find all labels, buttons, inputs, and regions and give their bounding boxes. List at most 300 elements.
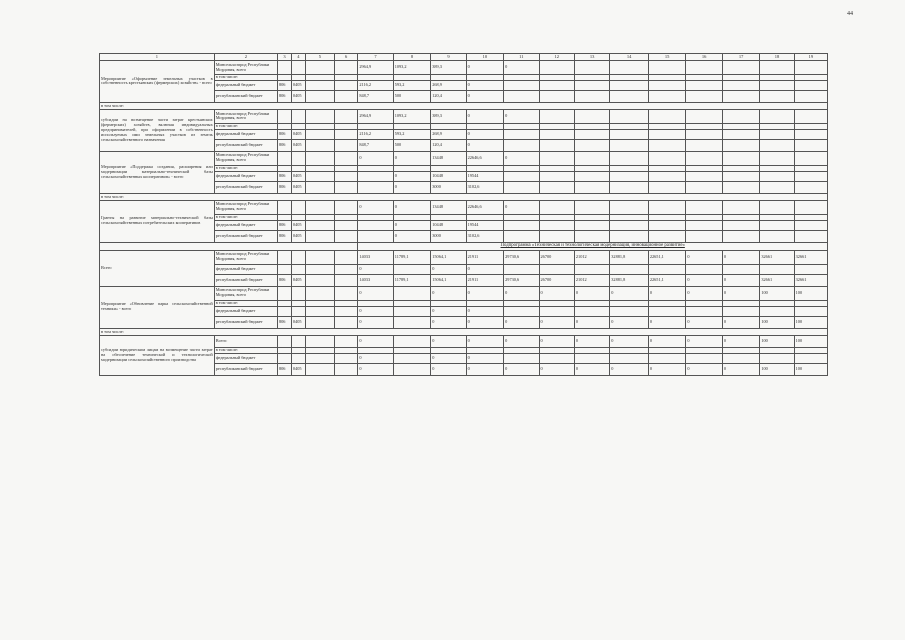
table-row — [100, 250, 828, 264]
value-cell — [539, 80, 574, 90]
value-cell: 500 — [393, 90, 431, 102]
value-cell — [722, 90, 760, 102]
value-cell: 0 — [393, 220, 431, 230]
value-cell: 0 — [431, 306, 466, 316]
value-cell — [305, 363, 334, 375]
section-row — [100, 102, 828, 109]
value-cell — [393, 363, 431, 375]
value-cell — [539, 230, 574, 242]
value-cell: 15064,1 — [431, 274, 466, 286]
value-cell — [610, 109, 649, 123]
value-cell — [334, 335, 358, 347]
value-cell — [334, 90, 358, 102]
value-cell — [722, 264, 760, 274]
value-cell: 3102,6 — [466, 230, 504, 242]
value-cell — [539, 264, 574, 274]
funding-source: федеральный бюджет — [214, 306, 277, 316]
value-cell: 32661 — [760, 274, 794, 286]
table-row — [100, 286, 828, 300]
value-cell — [305, 151, 334, 165]
including-label: в том числе: — [100, 193, 828, 200]
value-cell: 0 — [610, 316, 649, 328]
value-cell: 0 — [466, 335, 504, 347]
value-cell: 0 — [358, 306, 393, 316]
value-cell — [358, 181, 393, 193]
value-cell: 120,4 — [431, 90, 466, 102]
value-cell — [334, 286, 358, 300]
value-cell — [648, 139, 686, 151]
value-cell — [305, 109, 334, 123]
value-cell — [539, 200, 574, 214]
value-cell — [686, 181, 722, 193]
value-cell: 806 — [277, 139, 291, 151]
value-cell — [610, 306, 649, 316]
value-cell: 0 — [722, 335, 760, 347]
value-cell: 0 — [393, 151, 431, 165]
value-cell: 0 — [686, 335, 722, 347]
value-cell: 32881,8 — [610, 250, 649, 264]
value-cell: 19544 — [466, 171, 504, 181]
funding-source: в том числе: — [214, 75, 277, 81]
value-cell — [686, 90, 722, 102]
value-cell: 0 — [504, 286, 539, 300]
value-cell: 14033 — [358, 250, 393, 264]
value-cell — [574, 139, 609, 151]
value-cell — [794, 181, 827, 193]
value-cell: 0 — [466, 90, 504, 102]
value-cell: 0 — [722, 250, 760, 264]
value-cell — [648, 151, 686, 165]
value-cell — [760, 151, 794, 165]
value-cell — [305, 306, 334, 316]
value-cell: 0 — [466, 139, 504, 151]
value-cell: 0405 — [291, 129, 305, 139]
value-cell — [686, 80, 722, 90]
value-cell — [305, 250, 334, 264]
value-cell — [305, 286, 334, 300]
value-cell — [291, 264, 305, 274]
value-cell — [794, 61, 827, 75]
value-cell: 0 — [539, 335, 574, 347]
value-cell — [305, 220, 334, 230]
value-cell — [648, 129, 686, 139]
value-cell — [760, 181, 794, 193]
funding-source: Минсельхозпрод Республики Мордовия, всего — [214, 151, 277, 165]
value-cell: 593,2 — [393, 129, 431, 139]
value-cell — [393, 286, 431, 300]
value-cell: 11789,1 — [393, 274, 431, 286]
funding-source: в том числе: — [214, 347, 277, 353]
value-cell: 100 — [760, 363, 794, 375]
value-cell — [334, 109, 358, 123]
value-cell — [334, 306, 358, 316]
value-cell: 0 — [431, 353, 466, 363]
value-cell — [760, 200, 794, 214]
value-cell — [574, 90, 609, 102]
value-cell — [504, 230, 539, 242]
funding-source: в том числе: — [214, 300, 277, 306]
value-cell: 0 — [431, 335, 466, 347]
value-cell — [504, 129, 539, 139]
value-cell: 0 — [504, 109, 539, 123]
value-cell — [760, 61, 794, 75]
value-cell: 0 — [610, 335, 649, 347]
value-cell — [334, 80, 358, 90]
value-cell: 0 — [722, 274, 760, 286]
value-cell — [305, 335, 334, 347]
value-cell: 0 — [358, 335, 393, 347]
value-cell: 0 — [504, 335, 539, 347]
value-cell — [291, 109, 305, 123]
value-cell — [648, 264, 686, 274]
value-cell — [686, 200, 722, 214]
value-cell — [610, 353, 649, 363]
value-cell: 2116,2 — [358, 129, 393, 139]
funding-source: Минсельхозпрод Республики Мордовия, всего — [214, 250, 277, 264]
value-cell — [794, 171, 827, 181]
value-cell — [794, 306, 827, 316]
value-cell: 0405 — [291, 220, 305, 230]
value-cell: 100 — [794, 286, 827, 300]
value-cell: 0 — [574, 335, 609, 347]
value-cell: 100 — [794, 316, 827, 328]
measure-name: Мероприятие «Поддержка создания, расширения или модернизации материально-технической базы сельскохозяйственных кооперативов» - всего — [100, 151, 215, 193]
value-cell: 0 — [466, 129, 504, 139]
value-cell — [722, 230, 760, 242]
value-cell: 0 — [466, 109, 504, 123]
value-cell — [574, 181, 609, 193]
value-cell — [722, 171, 760, 181]
value-cell — [760, 90, 794, 102]
section-row — [100, 328, 828, 335]
value-cell — [291, 250, 305, 264]
value-cell: 22646,6 — [466, 151, 504, 165]
value-cell: 0405 — [291, 139, 305, 151]
value-cell: 0 — [466, 353, 504, 363]
value-cell: 32881,8 — [610, 274, 649, 286]
value-cell — [574, 230, 609, 242]
column-header: 3 — [277, 54, 291, 61]
value-cell: 806 — [277, 129, 291, 139]
value-cell — [574, 171, 609, 181]
funding-source: в том числе: — [214, 165, 277, 171]
value-cell: 806 — [277, 181, 291, 193]
value-cell: 100 — [794, 335, 827, 347]
value-cell — [610, 230, 649, 242]
value-cell: 389,3 — [431, 109, 466, 123]
value-cell: 0 — [722, 363, 760, 375]
funding-source: республиканский бюджет — [214, 316, 277, 328]
value-cell — [610, 139, 649, 151]
value-cell — [291, 151, 305, 165]
value-cell: 268,9 — [431, 129, 466, 139]
value-cell — [305, 61, 334, 75]
value-cell: 32661 — [794, 250, 827, 264]
value-cell — [334, 274, 358, 286]
value-cell — [648, 80, 686, 90]
funding-source: республиканский бюджет — [214, 230, 277, 242]
value-cell: 21012 — [574, 250, 609, 264]
value-cell — [539, 109, 574, 123]
value-cell — [574, 151, 609, 165]
value-cell — [794, 80, 827, 90]
value-cell — [305, 230, 334, 242]
column-header: 8 — [393, 54, 431, 61]
value-cell: 593,2 — [393, 80, 431, 90]
value-cell: 0405 — [291, 363, 305, 375]
header-row — [100, 54, 828, 61]
measure-name: Мероприятие «Обновление парка сельскохозяйственной техники» - всего — [100, 286, 215, 328]
value-cell: 0 — [466, 306, 504, 316]
column-header: 2 — [214, 54, 277, 61]
value-cell — [610, 80, 649, 90]
funding-source: в том числе: — [214, 214, 277, 220]
value-cell — [722, 61, 760, 75]
value-cell — [648, 181, 686, 193]
value-cell: 0 — [574, 363, 609, 375]
value-cell — [504, 220, 539, 230]
value-cell — [334, 151, 358, 165]
value-cell — [794, 264, 827, 274]
value-cell: 0 — [431, 316, 466, 328]
value-cell — [539, 353, 574, 363]
funding-source: республиканский бюджет — [214, 274, 277, 286]
value-cell — [334, 181, 358, 193]
value-cell — [574, 109, 609, 123]
value-cell — [393, 264, 431, 274]
funding-source: федеральный бюджет — [214, 264, 277, 274]
value-cell — [334, 316, 358, 328]
value-cell: 389,3 — [431, 61, 466, 75]
value-cell — [504, 353, 539, 363]
value-cell — [334, 220, 358, 230]
value-cell — [358, 171, 393, 181]
value-cell — [648, 61, 686, 75]
value-cell — [648, 353, 686, 363]
value-cell — [794, 200, 827, 214]
subprogram-title: Подпрограмма «Техническая и технологическая модернизация, инновационное развитие» — [358, 242, 828, 250]
value-cell: 0 — [539, 316, 574, 328]
value-cell: 1093,2 — [393, 109, 431, 123]
value-cell — [610, 171, 649, 181]
column-header: 16 — [686, 54, 722, 61]
value-cell — [305, 316, 334, 328]
value-cell — [277, 335, 291, 347]
value-cell: 0 — [574, 316, 609, 328]
value-cell — [610, 129, 649, 139]
value-cell — [686, 353, 722, 363]
value-cell — [334, 61, 358, 75]
section-row — [100, 193, 828, 200]
value-cell: 0 — [466, 61, 504, 75]
value-cell: 0 — [504, 316, 539, 328]
value-cell: 0 — [393, 181, 431, 193]
value-cell: 0 — [393, 230, 431, 242]
column-header: 19 — [794, 54, 827, 61]
value-cell — [504, 80, 539, 90]
measure-name: субсидии юридическим лицам на возмещение части затрат на обеспечение технической и технологической модернизации сельскохозяйственного производства — [100, 335, 215, 375]
funding-source: Всего: — [214, 335, 277, 347]
value-cell — [277, 151, 291, 165]
value-cell: 0405 — [291, 80, 305, 90]
value-cell: 0 — [686, 316, 722, 328]
value-cell — [277, 286, 291, 300]
column-header: 15 — [648, 54, 686, 61]
value-cell — [277, 61, 291, 75]
value-cell — [574, 264, 609, 274]
value-cell: 2116,2 — [358, 80, 393, 90]
value-cell — [722, 353, 760, 363]
value-cell: 10448 — [431, 220, 466, 230]
value-cell: 1093,2 — [393, 61, 431, 75]
value-cell — [722, 109, 760, 123]
value-cell: 21911 — [466, 250, 504, 264]
value-cell: 3102,6 — [466, 181, 504, 193]
value-cell: 500 — [393, 139, 431, 151]
table-row — [100, 335, 828, 347]
value-cell: 0 — [358, 316, 393, 328]
value-cell — [291, 61, 305, 75]
column-header: 11 — [504, 54, 539, 61]
value-cell: 0 — [431, 286, 466, 300]
value-cell — [648, 220, 686, 230]
value-cell: 0 — [504, 151, 539, 165]
value-cell: 19544 — [466, 220, 504, 230]
funding-source: федеральный бюджет — [214, 129, 277, 139]
column-header: 10 — [466, 54, 504, 61]
value-cell — [722, 181, 760, 193]
subprogram-row — [100, 242, 828, 250]
value-cell — [610, 264, 649, 274]
measure-name: Гранты на развитие материально-технической базы сельскохозяйственных потребительских кооперативов — [100, 200, 215, 242]
value-cell — [760, 306, 794, 316]
value-cell: 0 — [393, 200, 431, 214]
funding-source: в том числе: — [214, 123, 277, 129]
value-cell — [760, 109, 794, 123]
value-cell — [393, 306, 431, 316]
value-cell: 0 — [722, 316, 760, 328]
value-cell — [334, 139, 358, 151]
value-cell — [760, 171, 794, 181]
value-cell — [305, 171, 334, 181]
value-cell — [686, 171, 722, 181]
value-cell — [648, 90, 686, 102]
value-cell: 3000 — [431, 181, 466, 193]
value-cell: 806 — [277, 90, 291, 102]
value-cell — [358, 220, 393, 230]
value-cell — [277, 250, 291, 264]
value-cell: 0 — [539, 286, 574, 300]
value-cell: 0 — [358, 151, 393, 165]
value-cell — [686, 139, 722, 151]
column-header: 9 — [431, 54, 466, 61]
value-cell: 0 — [466, 316, 504, 328]
value-cell — [358, 230, 393, 242]
value-cell — [504, 264, 539, 274]
value-cell: 848,7 — [358, 139, 393, 151]
value-cell: 0 — [504, 61, 539, 75]
value-cell: 0 — [466, 363, 504, 375]
value-cell — [610, 90, 649, 102]
value-cell — [610, 220, 649, 230]
value-cell — [794, 353, 827, 363]
value-cell — [610, 61, 649, 75]
value-cell — [574, 61, 609, 75]
value-cell — [760, 230, 794, 242]
value-cell — [686, 230, 722, 242]
value-cell: 21911 — [466, 274, 504, 286]
value-cell — [334, 200, 358, 214]
value-cell: 0405 — [291, 316, 305, 328]
value-cell — [648, 200, 686, 214]
value-cell: 11789,1 — [393, 250, 431, 264]
value-cell — [722, 306, 760, 316]
value-cell — [648, 171, 686, 181]
value-cell — [760, 264, 794, 274]
value-cell — [539, 171, 574, 181]
value-cell: 10448 — [431, 171, 466, 181]
including-label: в том числе: — [100, 328, 828, 335]
value-cell — [722, 80, 760, 90]
value-cell: 2964,9 — [358, 109, 393, 123]
value-cell — [504, 90, 539, 102]
value-cell: 0 — [466, 264, 504, 274]
table-row — [100, 200, 828, 214]
value-cell — [277, 306, 291, 316]
value-cell — [686, 151, 722, 165]
value-cell: 806 — [277, 274, 291, 286]
column-header: 6 — [334, 54, 358, 61]
value-cell: 848,7 — [358, 90, 393, 102]
value-cell: 0 — [686, 286, 722, 300]
value-cell: 32661 — [760, 250, 794, 264]
value-cell: 29730,6 — [504, 274, 539, 286]
table-row — [100, 151, 828, 165]
value-cell — [291, 200, 305, 214]
value-cell — [305, 353, 334, 363]
value-cell: 0405 — [291, 181, 305, 193]
value-cell — [686, 109, 722, 123]
column-header: 13 — [574, 54, 609, 61]
value-cell: 0 — [574, 286, 609, 300]
value-cell — [722, 129, 760, 139]
value-cell — [334, 230, 358, 242]
value-cell — [504, 171, 539, 181]
value-cell — [334, 129, 358, 139]
value-cell — [504, 181, 539, 193]
value-cell: 29730,6 — [504, 250, 539, 264]
value-cell — [504, 306, 539, 316]
value-cell: 32661 — [794, 274, 827, 286]
funding-source: федеральный бюджет — [214, 171, 277, 181]
value-cell: 3000 — [431, 230, 466, 242]
value-cell — [539, 90, 574, 102]
value-cell: 806 — [277, 171, 291, 181]
value-cell: 100 — [760, 316, 794, 328]
funding-source: федеральный бюджет — [214, 353, 277, 363]
value-cell — [794, 151, 827, 165]
value-cell: 15064,1 — [431, 250, 466, 264]
value-cell: 0 — [686, 250, 722, 264]
value-cell — [334, 363, 358, 375]
value-cell — [291, 306, 305, 316]
budget-table — [99, 53, 828, 376]
value-cell — [574, 220, 609, 230]
value-cell — [393, 316, 431, 328]
value-cell — [305, 181, 334, 193]
value-cell — [539, 306, 574, 316]
value-cell — [334, 264, 358, 274]
